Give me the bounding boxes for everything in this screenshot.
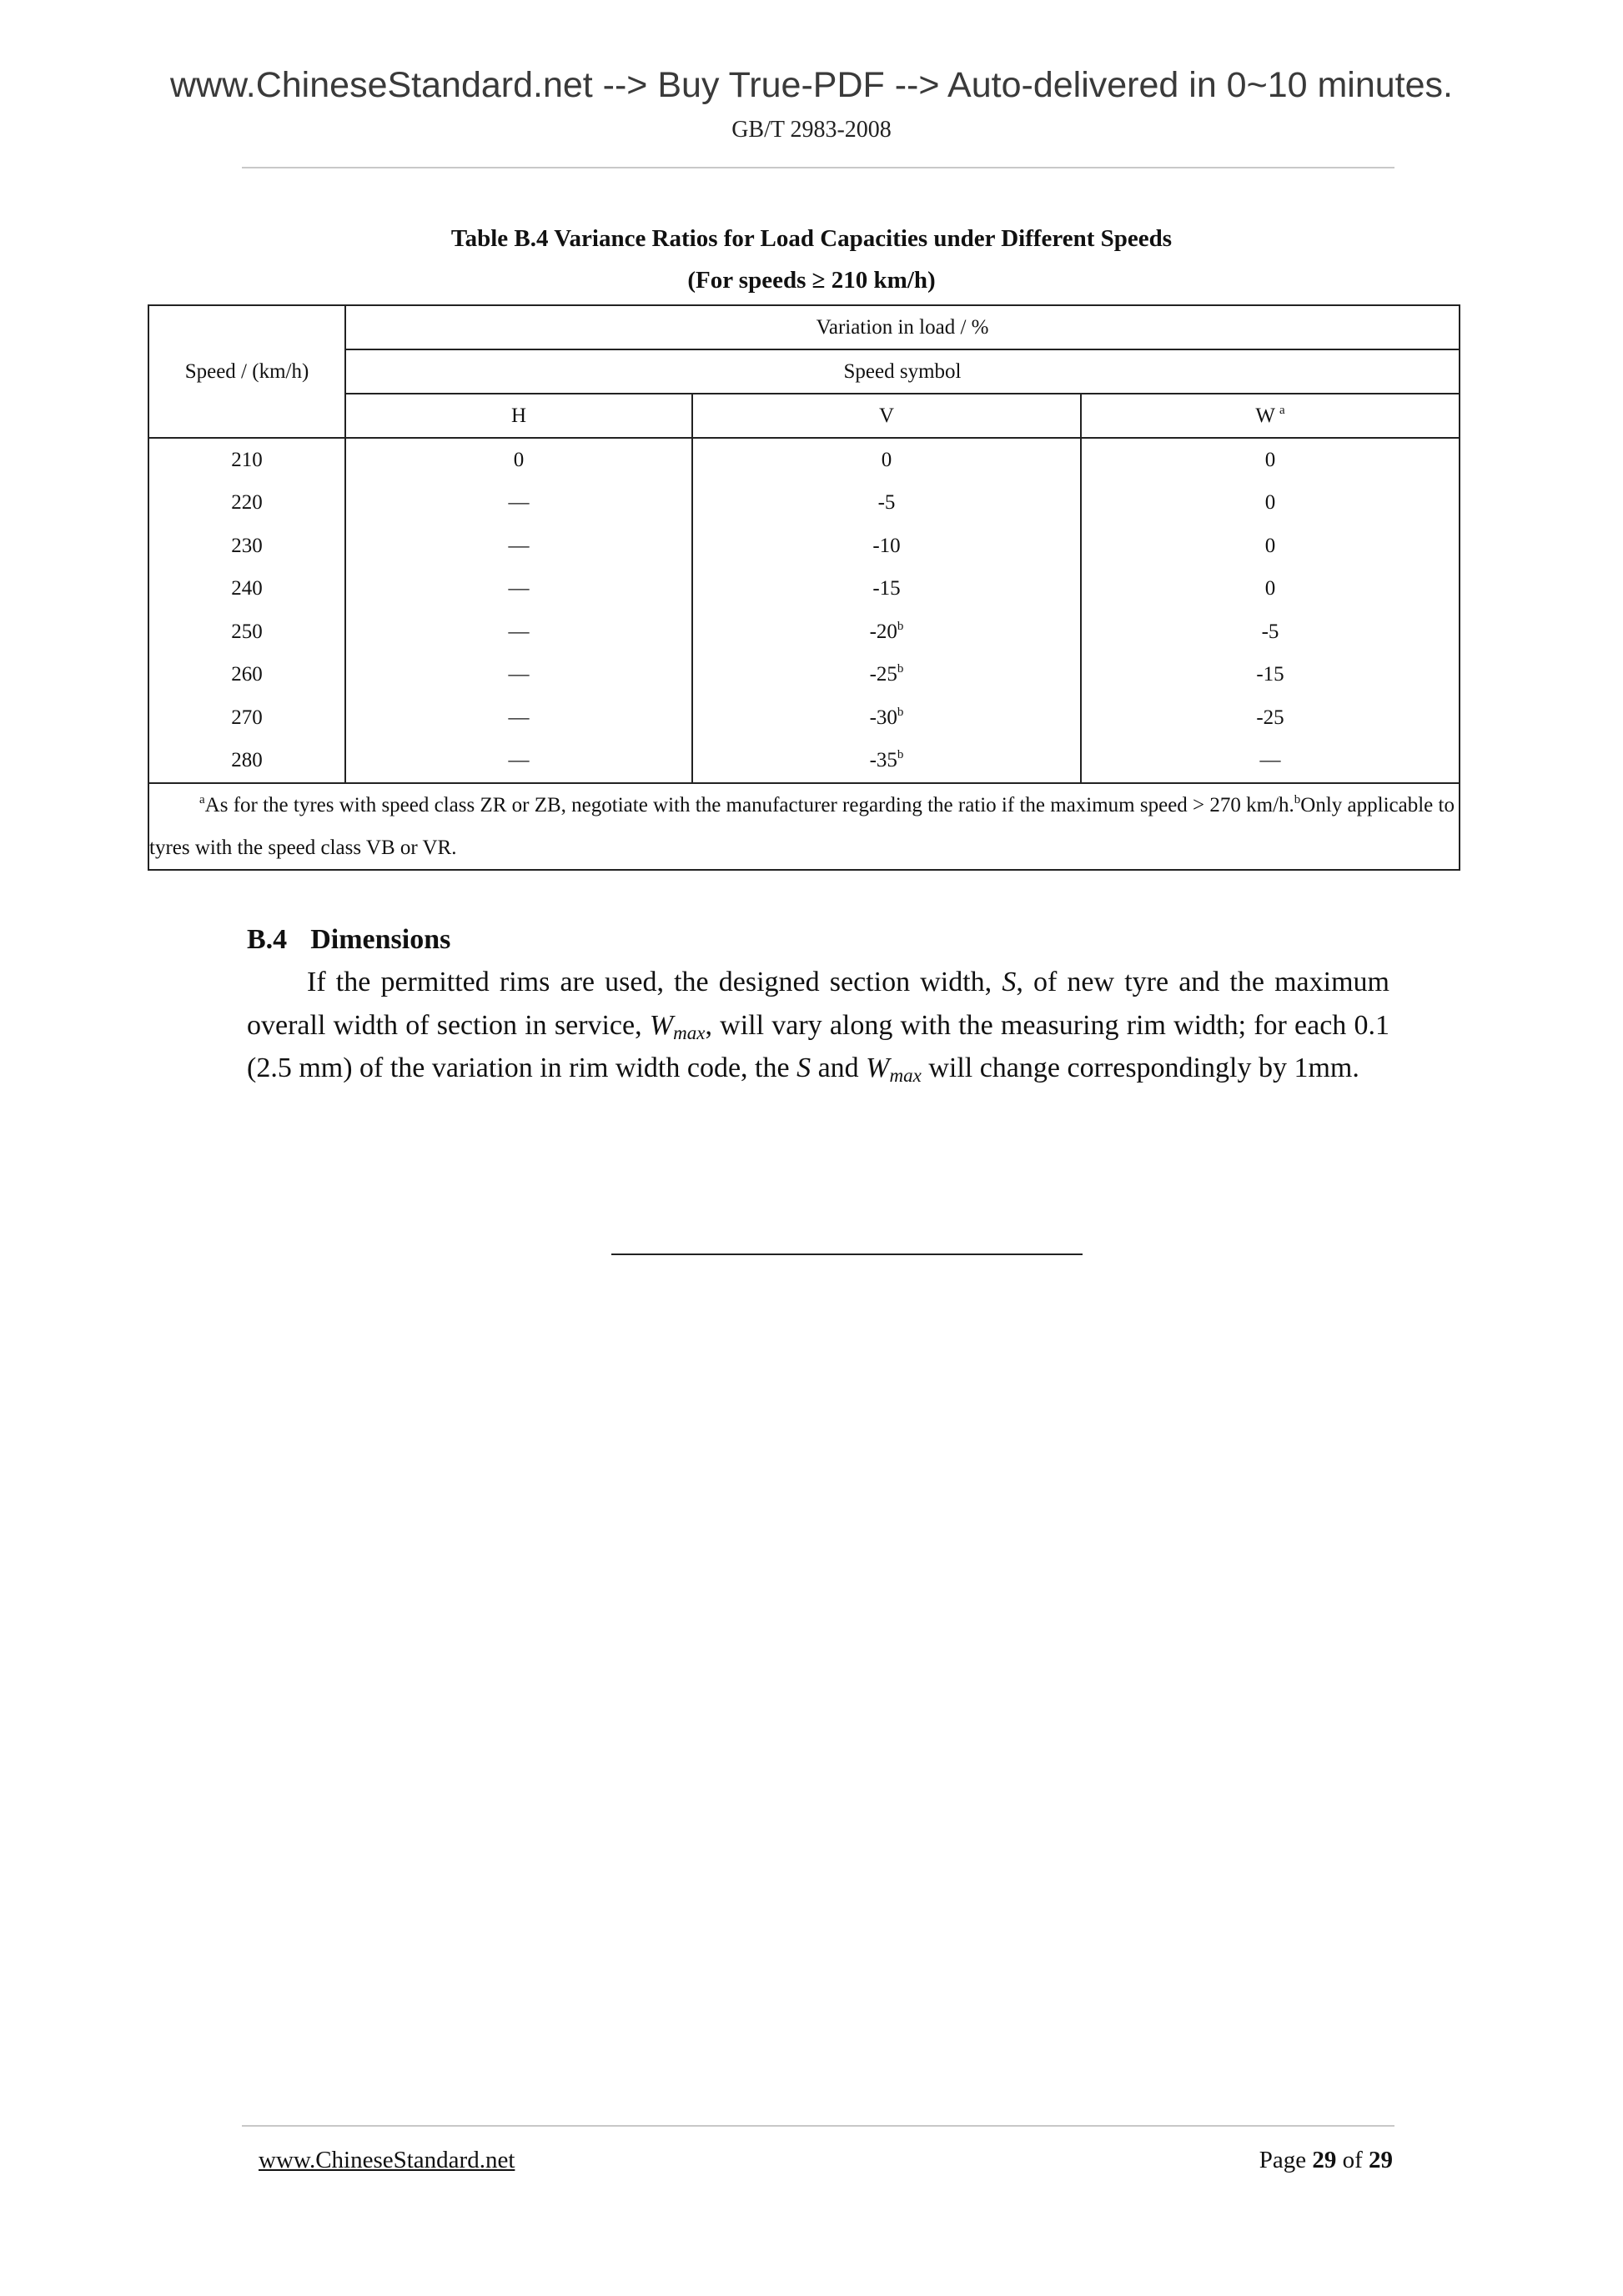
table-row	[148, 740, 1460, 784]
symbol-subscript: max	[889, 1065, 922, 1086]
cell-v-value: -25	[869, 663, 897, 686]
speed-header: Speed / (km/h)	[148, 305, 345, 438]
symbol-subscript: max	[673, 1022, 706, 1043]
variation-header: Variation in load / %	[345, 305, 1460, 349]
cell-v	[692, 654, 1081, 697]
cell-v	[692, 696, 1081, 740]
table-row	[148, 482, 1460, 525]
footnote-mark: b	[1294, 793, 1301, 806]
banner-link[interactable]: www.ChineseStandard.net --> Buy True-PDF --> Auto-delivered in 0~10 minutes.	[169, 65, 1453, 105]
table-title: Table B.4 Variance Ratios for Load Capacities under Different Speeds	[450, 225, 1173, 252]
variance-table	[148, 304, 1460, 871]
header-row	[148, 349, 1460, 394]
section-title: Dimensions	[310, 924, 451, 955]
paragraph-text: If the permitted rims are used, the designed section width,	[307, 967, 1002, 997]
table-row	[148, 525, 1460, 568]
cell-w: —	[1081, 740, 1460, 784]
table-row	[148, 654, 1460, 697]
footnote-mark: b	[897, 748, 904, 762]
page-number	[1259, 2147, 1393, 2174]
symbol-w: W	[866, 1053, 890, 1083]
cell-w: 0	[1081, 482, 1460, 525]
column-header-h: H	[345, 394, 692, 438]
cell-v-value: -20	[869, 620, 897, 643]
page-total: 29	[1369, 2147, 1393, 2173]
table-row	[148, 568, 1460, 611]
cell-v-value: -35	[869, 749, 897, 772]
cell-v-value: -5	[877, 491, 896, 515]
cell-w: -5	[1081, 610, 1460, 654]
cell-h: —	[345, 610, 692, 654]
page-label: Page	[1259, 2147, 1313, 2173]
cell-w: 0	[1081, 525, 1460, 568]
paragraph-text: , of new tyre and the maximum overall width of section in service,	[247, 967, 1389, 1041]
paragraph-text: and	[811, 1053, 867, 1083]
end-divider	[611, 1254, 1083, 1255]
table-row	[148, 696, 1460, 740]
footer-link[interactable]: www.ChineseStandard.net	[259, 2147, 515, 2173]
column-header-w	[1081, 394, 1460, 438]
table-subtitle: (For speeds ≥ 210 km/h)	[687, 267, 936, 294]
table-row	[148, 610, 1460, 654]
header-row	[148, 305, 1460, 349]
table-row	[148, 438, 1460, 482]
cell-h: —	[345, 568, 692, 611]
cell-h: —	[345, 654, 692, 697]
cell-v-value: 0	[881, 448, 892, 471]
cell-speed: 270	[148, 696, 345, 740]
header-divider	[242, 167, 1394, 168]
cell-speed: 240	[148, 568, 345, 611]
section-heading	[247, 924, 450, 956]
page-current: 29	[1312, 2147, 1337, 2173]
paragraph-text: will change correspondingly by 1mm.	[921, 1053, 1359, 1083]
cell-w: -15	[1081, 654, 1460, 697]
footer-divider	[242, 2125, 1394, 2127]
cell-v-value: -30	[869, 706, 897, 729]
cell-w: -25	[1081, 696, 1460, 740]
cell-v	[692, 525, 1081, 568]
cell-v	[692, 482, 1081, 525]
symbol-w: W	[649, 1009, 674, 1041]
cell-v	[692, 568, 1081, 611]
cell-v-value: -10	[872, 534, 901, 557]
cell-speed: 250	[148, 610, 345, 654]
cell-w: 0	[1081, 568, 1460, 611]
symbol-header: Speed symbol	[345, 349, 1460, 394]
cell-w: 0	[1081, 438, 1460, 482]
table-footnote-row	[148, 783, 1460, 870]
cell-h: —	[345, 525, 692, 568]
footnote-mark: a	[1279, 403, 1285, 417]
cell-v	[692, 740, 1081, 784]
cell-speed: 260	[148, 654, 345, 697]
table-footnotes	[148, 783, 1460, 870]
document-number: GB/T 2983-2008	[731, 117, 892, 143]
cell-h: —	[345, 740, 692, 784]
cell-v-value: -15	[872, 577, 901, 600]
footnote-mark: b	[897, 662, 904, 676]
cell-speed: 210	[148, 438, 345, 482]
footnote-b: Only applicable to tyres with the speed class VB or VR.	[149, 794, 1455, 859]
symbol-s: S	[796, 1053, 812, 1083]
column-header-row	[148, 394, 1460, 438]
cell-h: —	[345, 696, 692, 740]
cell-h: 0	[345, 438, 692, 482]
cell-h: —	[345, 482, 692, 525]
footnote-mark: b	[897, 705, 904, 719]
column-header-v: V	[692, 394, 1081, 438]
cell-speed: 220	[148, 482, 345, 525]
cell-speed: 280	[148, 740, 345, 784]
footnote-a: As for the tyres with speed class ZR or ZB, negotiate with the manufacturer regarding the ratio if the maximum speed > 270 km/h.	[204, 794, 1294, 816]
footnote-mark: b	[897, 619, 904, 633]
cell-v	[692, 438, 1081, 482]
section-paragraph	[247, 961, 1389, 1090]
symbol-s: S	[1002, 967, 1017, 997]
footnote-mark: a	[199, 793, 205, 806]
cell-speed: 230	[148, 525, 345, 568]
column-header-w-label: W	[1255, 404, 1275, 427]
cell-v	[692, 610, 1081, 654]
section-number: B.4	[247, 924, 288, 955]
paragraph-text: , will vary along with the measuring rim width; for each 0.1 (2.5 mm) of the variation in rim width code, the	[247, 1009, 1389, 1083]
page-label: of	[1336, 2147, 1369, 2173]
